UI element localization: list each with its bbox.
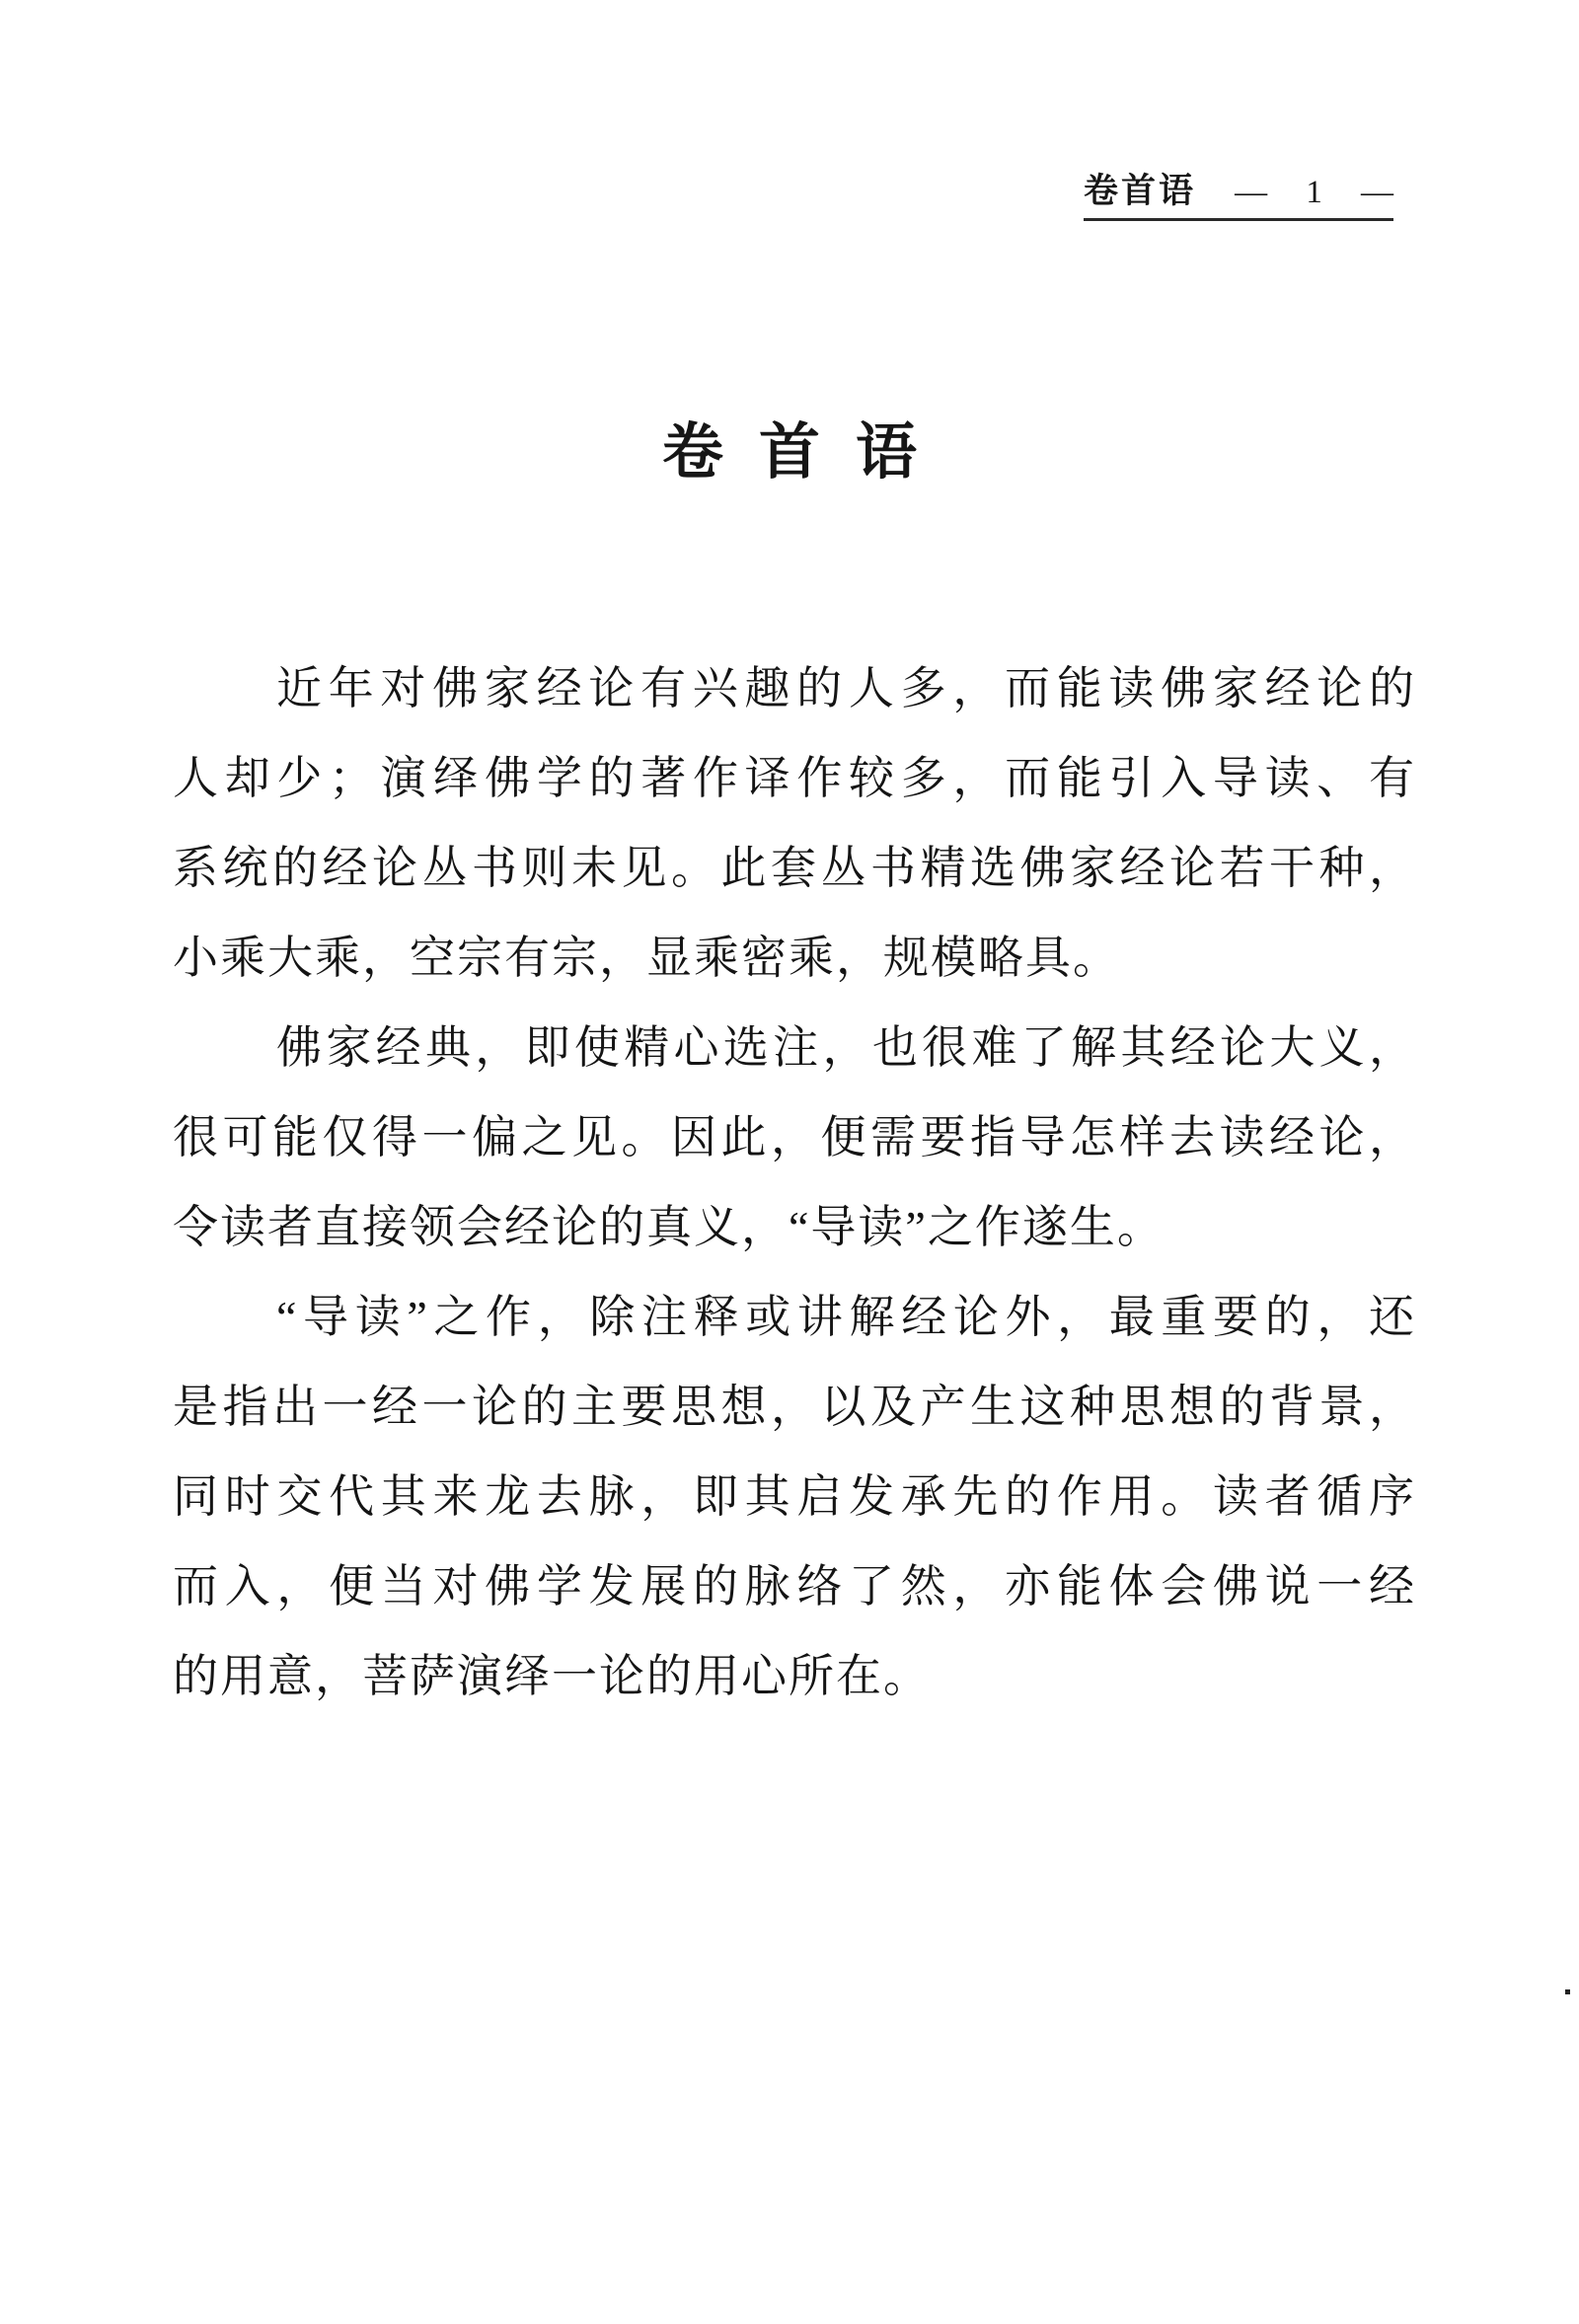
text-line: 小乘大乘，空宗有宗，显乘密乘，规模略具。 — [173, 933, 1120, 983]
page-number: 1 — [1306, 175, 1322, 210]
text-line: 近年对佛家经论有兴趣的人多，而能读佛家经论的 — [276, 663, 1416, 713]
text-line: 系统的经论丛书则未见。此套丛书精选佛家经论若干种， — [173, 843, 1416, 893]
text-line: 佛家经典，即使精心选注，也很难了解其经论大义， — [276, 1022, 1416, 1073]
text-line: “导读”之作，除注释或讲解经论外，最重要的，还 — [276, 1292, 1416, 1342]
body-text — [173, 643, 1416, 1721]
header-dash-left: — — [1235, 175, 1268, 210]
text-line: 是指出一经一论的主要思想，以及产生这种思想的背景， — [173, 1382, 1416, 1432]
text-line: 人却少；演绎佛学的著作译作较多，而能引入导读、有 — [173, 753, 1416, 803]
text-line: 而入，便当对佛学发展的脉络了然，亦能体会佛说一经 — [173, 1561, 1416, 1612]
header-dash-right: — — [1360, 175, 1393, 210]
text-line: 令读者直接领会经论的真义，“导读”之作遂生。 — [173, 1202, 1165, 1252]
text-line: 很可能仅得一偏之见。因此，便需要指导怎样去读经论， — [173, 1112, 1416, 1162]
text-line: 的用意，菩萨演绎一论的用心所在。 — [173, 1651, 931, 1701]
chapter-title: 卷首语 — [661, 419, 952, 487]
running-title: 卷首语 — [1084, 172, 1197, 210]
scan-speck — [1565, 1989, 1570, 1994]
text-line: 同时交代其来龙去脉，即其启发承先的作用。读者循序 — [173, 1471, 1416, 1522]
page-header — [1084, 174, 1393, 221]
